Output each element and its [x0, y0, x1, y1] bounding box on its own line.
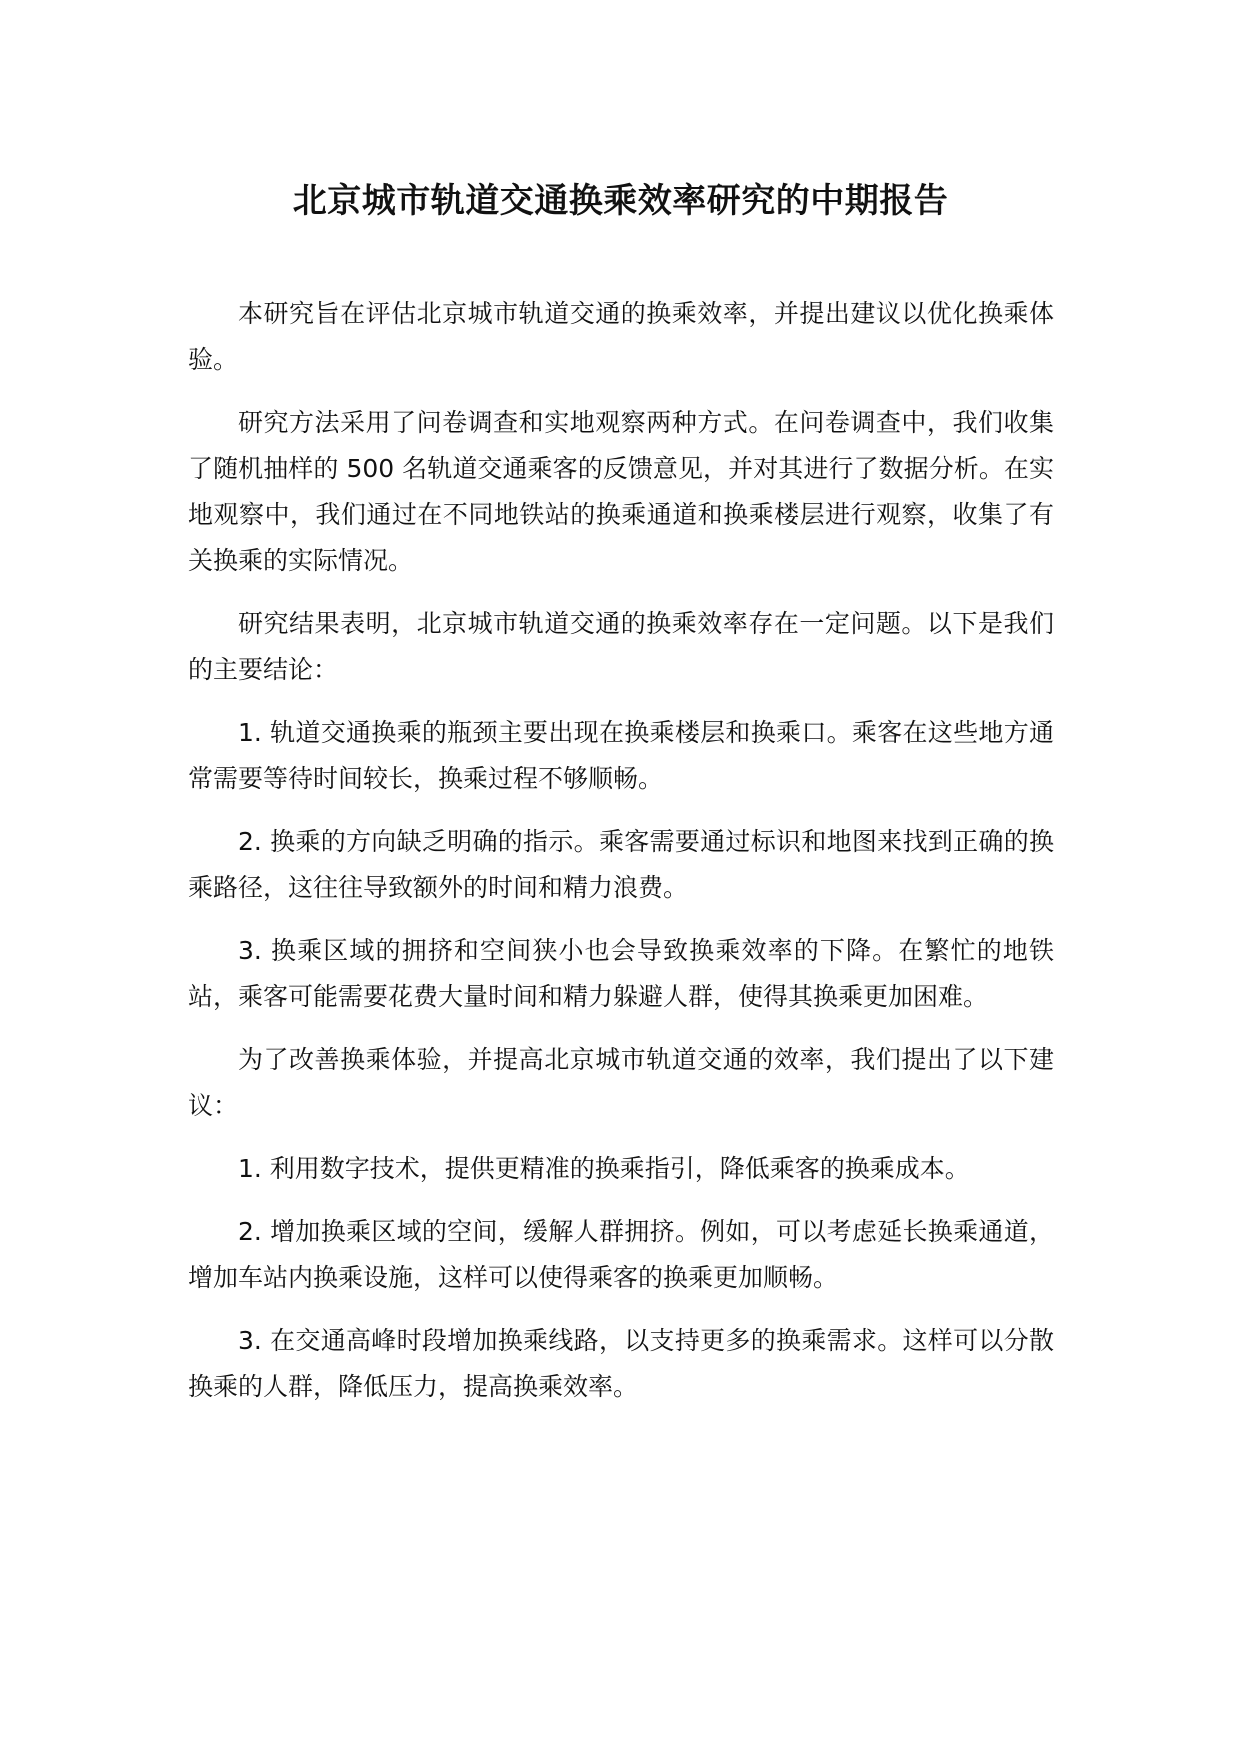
paragraph-suggestion-2: 2. 增加换乘区域的空间，缓解人群拥挤。例如，可以考虑延长换乘通道，增加车站内换乘设施，这样可以使得乘客的换乘更加顺畅。 — [188, 1217, 1054, 1292]
paragraph-results-intro: 研究结果表明，北京城市轨道交通的换乘效率存在一定问题。以下是我们的主要结论： — [188, 609, 1054, 684]
paragraph-suggestions-intro: 为了改善换乘体验，并提高北京城市轨道交通的效率，我们提出了以下建议： — [188, 1045, 1054, 1120]
paragraph-finding-1: 1. 轨道交通换乘的瓶颈主要出现在换乘楼层和换乘口。乘客在这些地方通常需要等待时间较长，换乘过程不够顺畅。 — [188, 718, 1054, 793]
document-body — [188, 291, 1054, 1427]
paragraph-suggestion-3: 3. 在交通高峰时段增加换乘线路，以支持更多的换乘需求。这样可以分散换乘的人群，降低压力，提高换乘效率。 — [188, 1326, 1054, 1401]
page-title: 北京城市轨道交通换乘效率研究的中期报告 — [292, 181, 949, 221]
paragraph-finding-2: 2. 换乘的方向缺乏明确的指示。乘客需要通过标识和地图来找到正确的换乘路径，这往往导致额外的时间和精力浪费。 — [188, 827, 1054, 902]
paragraph-methods: 研究方法采用了问卷调查和实地观察两种方式。在问卷调查中，我们收集了随机抽样的 500 名轨道交通乘客的反馈意见，并对其进行了数据分析。在实地观察中，我们通过在不同地铁站的换乘通道和换乘楼层进行观察，收集了有关换乘的实际情况。 — [188, 408, 1054, 575]
paragraph-finding-3: 3. 换乘区域的拥挤和空间狭小也会导致换乘效率的下降。在繁忙的地铁站，乘客可能需要花费大量时间和精力躲避人群，使得其换乘更加困难。 — [188, 936, 1054, 1011]
paragraph-intro: 本研究旨在评估北京城市轨道交通的换乘效率，并提出建议以优化换乘体验。 — [188, 299, 1054, 374]
paragraph-suggestion-1: 1. 利用数字技术，提供更精准的换乘指引，降低乘客的换乘成本。 — [238, 1154, 970, 1183]
